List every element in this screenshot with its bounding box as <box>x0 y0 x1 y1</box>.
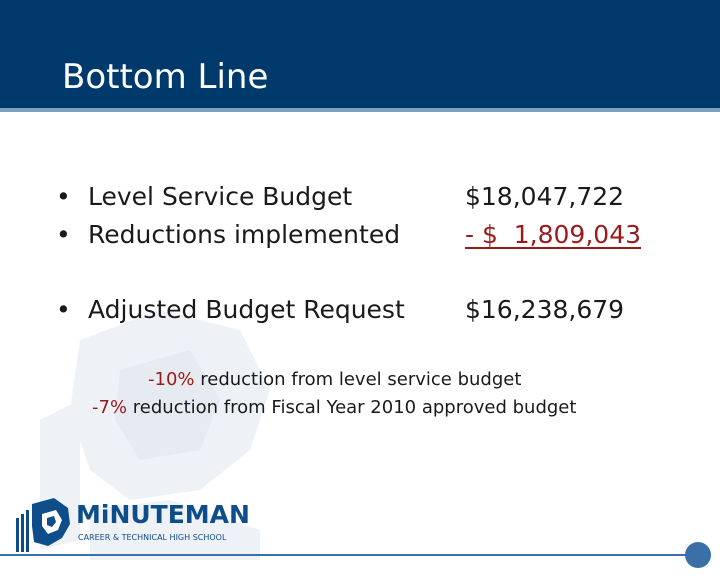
corner-dot <box>685 542 711 568</box>
budget-row-adjusted <box>56 297 405 322</box>
note-text: reduction from level service budget <box>194 369 522 390</box>
bullet: • <box>56 295 71 324</box>
logo-name: MiNUTEMAN <box>76 500 250 529</box>
budget-label: Level Service Budget <box>88 182 353 211</box>
budget-amount-adjusted: $16,238,679 <box>465 295 625 324</box>
title-bar-rule <box>0 108 720 112</box>
footer-rule <box>0 554 690 556</box>
note-text: reduction from Fiscal Year 2010 approved budget <box>127 397 577 418</box>
slide-title: Bottom Line <box>62 57 269 97</box>
logo-subtitle: CAREER & TECHNICAL HIGH SCHOOL <box>78 533 227 542</box>
bullet: • <box>56 182 71 211</box>
note-percent: -7% <box>92 397 128 418</box>
budget-amount-level-service: $18,047,722 <box>465 182 625 211</box>
note-fiscal-year <box>92 399 576 417</box>
minuteman-logo-mark <box>14 496 74 554</box>
budget-label: Reductions implemented <box>88 220 401 249</box>
note-level-service <box>148 371 521 389</box>
note-percent: -10% <box>148 369 195 390</box>
budget-row-reductions <box>56 222 400 247</box>
bullet: • <box>56 220 71 249</box>
minuteman-logo <box>14 496 250 554</box>
budget-label: Adjusted Budget Request <box>88 295 405 324</box>
budget-row-level-service <box>56 184 352 209</box>
budget-amount-reductions: - $ 1,809,043 <box>465 220 642 249</box>
